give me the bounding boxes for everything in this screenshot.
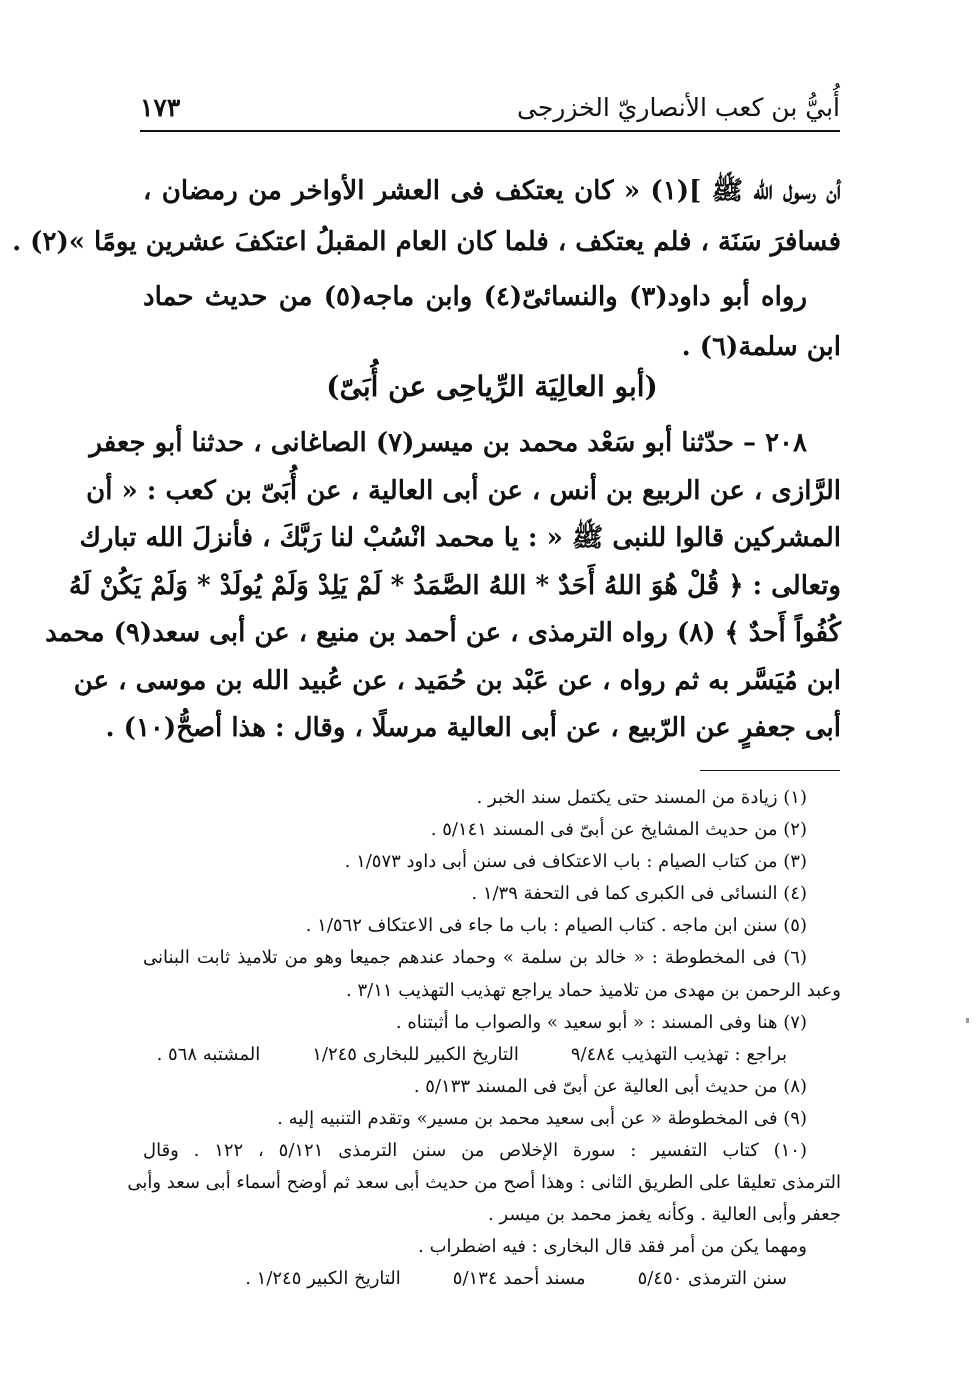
text-line: أبى جعفرٍ عن الرّبيع ، عن أبى العالية مرسلًا ، وقال : هذا أصحُّ(١٠) . [105, 713, 841, 743]
text-line: فسافرَ سَنَة ، فلم يعتكف ، فلما كان العام المقبلُ اعتكفَ عشرين يومًا »(٢) . [12, 227, 841, 257]
footnote: (١٠) كتاب التفسير : سورة الإخلاص من سنن الترمذى ٥/١٢١ ، ١٢٢ . وقال [143, 1140, 807, 1162]
hadith-208 [45, 420, 841, 753]
footnote-continuation: جعفر وأبى العالية . وكأنه يغمز محمد بن ميسر . [487, 1204, 841, 1226]
footnote: (٧) هنا وفى المسند : « أبو سعيد » والصواب ما أثبتناه . [395, 1011, 807, 1033]
text-line: ٢٠٨ – حدّثنا أبو سَعْد محمد بن ميسر(٧) الصاغانى ، حدثنا أبو جعفر [89, 428, 807, 458]
footnote: (٦) فى المخطوطة : « خالد بن سلمة » وحماد عندهم جميعا وهو من تلاميذ ثابت البنانى [143, 947, 807, 969]
footnote: (٨) من حديث أبى العالية عن أبىّ فى المسند ٥/١٣٣ . [413, 1075, 807, 1097]
text-line: وتعالى : ﴿ قُلْ هُوَ اللهُ أَحَدٌ * اللهُ الصَّمَدُ * لَمْ يَلِدْ وَلَمْ يُولَدْ * وَلَمْ يَكُنْ لَهُ [68, 570, 841, 601]
paragraph-source [143, 272, 841, 372]
reference: مسند أحمد ٥/١٣٤ [452, 1268, 586, 1290]
running-header [140, 92, 840, 128]
section-heading: (أبو العالِيَة الرِّياحِى عن أُبَىّ) [326, 370, 658, 403]
footnote-divider [700, 770, 840, 771]
footnote: (٢) من حديث المشايخ عن أبىّ فى المسند ٥/١٤١ . [430, 819, 807, 841]
footnote: (٤) النسائى فى الكبرى كما فى التحفة ١/٣٩ . [471, 883, 807, 905]
reference: التاريخ الكبير للبخارى ١/٢٤٥ [312, 1043, 519, 1065]
header-divider [140, 130, 840, 132]
footnote: (٣) من كتاب الصيام : باب الاعتكاف فى سنن أبى داود ١/٥٧٣ . [344, 851, 807, 873]
footnote-continuation: ومهما يكن من أمر فقد قال البخارى : فيه اضطراب . [418, 1236, 807, 1258]
paragraph-continuation [12, 166, 841, 268]
reference: التاريخ الكبير ١/٢٤٥ . [245, 1268, 401, 1290]
footnote-continuation: وعبد الرحمن بن مهدى من تلاميذ حماد يراجع تهذيب التهذيب ٣/١١ . [346, 979, 841, 1001]
text-line: ابن سلمة(٦) . [681, 332, 841, 362]
footnote: (٩) فى المخطوطة « عن أبى سعيد محمد بن مسير» وتقدم التنبيه إليه . [277, 1107, 807, 1129]
text-line: رواه أبو داود(٣) والنسائىّ(٤) وابن ماجه(٥) من حديث حماد [143, 282, 808, 312]
footnote: (٥) سنن ابن ماجه . كتاب الصيام : باب ما جاء فى الاعتكاف ١/٥٦٢ . [305, 915, 807, 937]
reference: براجع : تهذيب التهذيب ٩/٤٨٤ [570, 1043, 787, 1065]
footnote-references [143, 1263, 841, 1295]
text-line: المشركين قالوا للنبى ﷺ « : يا محمد انْسُبْ لنا رَبَّكَ ، فأنزلَ الله تبارك [79, 523, 841, 553]
text-line: أن رسول الله ﷺ ](١) « كان يعتكف فى العشر الأواخر من رمضان ، [143, 176, 841, 206]
text-line: الرَّازى ، عن الربيع بن أنس ، عن أبى العالية ، عن أُبَىّ بن كعب : « أن [86, 475, 841, 506]
reference: سنن الترمذى ٥/٤٥٠ [637, 1268, 787, 1290]
footnote-references [143, 1039, 841, 1071]
reference: المشتبه ٥٦٨ . [156, 1043, 261, 1065]
header-title: أُبيُّ بن كعب الأنصاريّ الخزرجى [517, 93, 840, 122]
scan-artifact [966, 1018, 969, 1023]
footnote-continuation: الترمذى تعليقا على الطريق الثانى : وهذا أصح من حديث أبى سعد ثم أوضح أسماء أبى سعد وأبى [127, 1172, 841, 1194]
footnotes [127, 782, 841, 1296]
text-line: كُفُواً أَحدٌ ﴾ (٨) رواه الترمذى ، عن أحمد بن منيع ، عن أبى سعد(٩) محمد [45, 618, 841, 648]
footnote: (١) زيادة من المسند حتى يكتمل سند الخبر . [476, 787, 807, 808]
page-number: ١٧٣ [140, 93, 181, 122]
text-line: ابن مُيَسَّر به ثم رواه ، عن عَبْد بن حُمَيد ، عن عُبيد الله بن موسى ، عن [73, 665, 841, 696]
